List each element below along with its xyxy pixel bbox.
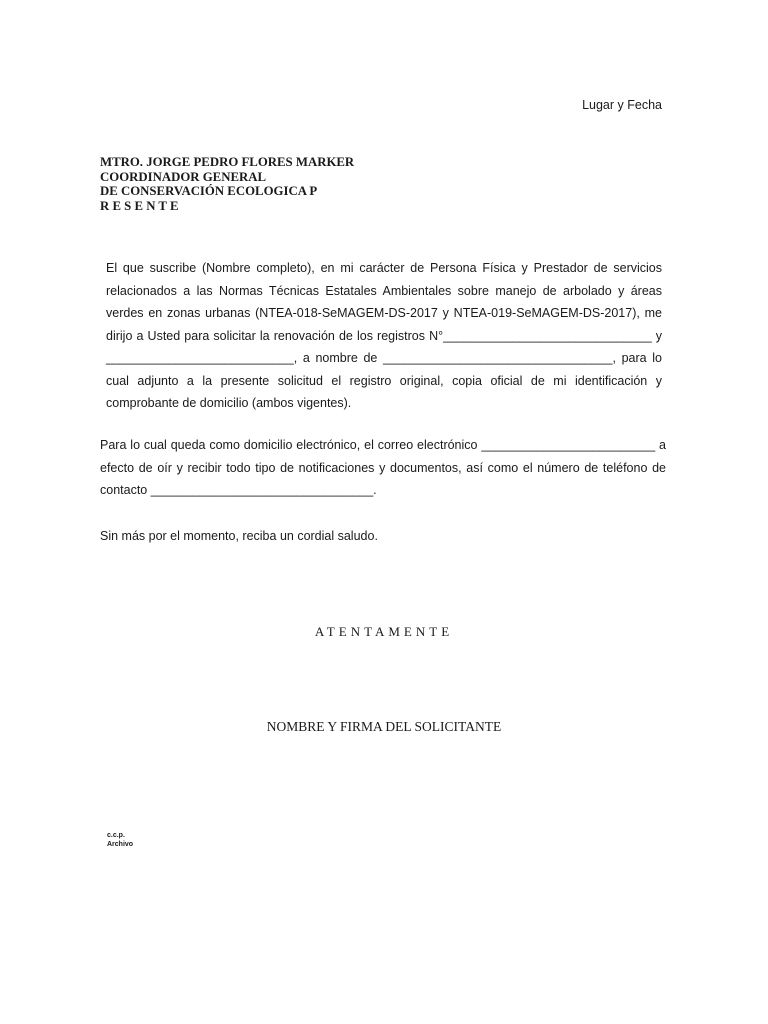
addressee-name: MTRO. JORGE PEDRO FLORES MARKER (100, 155, 355, 169)
request-paragraph: El que suscribe (Nombre completo), en mi carácter de Persona Física y Prestador de servicios relacionados a las Normas Técnicas Estatales Ambientales sobre manejo de arbolado y áreas verdes en zonas urbanas (NTEA-018-SeMAGEM-DS-2017 y NTEA-019-SeMAGEM-DS-2017), me dirijo a Usted para solicitar la renovación de los registros N°______________________________ y ___________________________, a nombre de _________________________________, para lo cual adjunto a la presente solicitud el registro original, copia oficial de mi identificación y comprobante de domicilio (ambos vigentes). (106, 261, 662, 410)
place-date: Lugar y Fecha (582, 98, 662, 112)
closing-atentamente: ATENTAMENTE (314, 624, 454, 639)
addressee-title: COORDINADOR GENERAL (100, 169, 267, 184)
addressee-presente: R E S E N T E (100, 198, 179, 213)
ccp-block (107, 831, 133, 849)
addressee-block (100, 155, 354, 213)
greeting-paragraph: Sin más por el momento, reciba un cordial saludo. (100, 529, 378, 543)
signature-label: NOMBRE Y FIRMA DEL SOLICITANTE (266, 719, 502, 734)
addressee-department: DE CONSERVACIÓN ECOLOGICA P (100, 184, 318, 198)
ccp-label: c.c.p. (107, 832, 125, 839)
contact-paragraph: Para lo cual queda como domicilio electrónico, el correo electrónico _________________________ a efecto de oír y recibir todo tipo de notificaciones y documentos, así como el número de teléfono de contacto ________________________________. (100, 438, 666, 497)
ccp-recipient: Archivo (107, 841, 134, 848)
